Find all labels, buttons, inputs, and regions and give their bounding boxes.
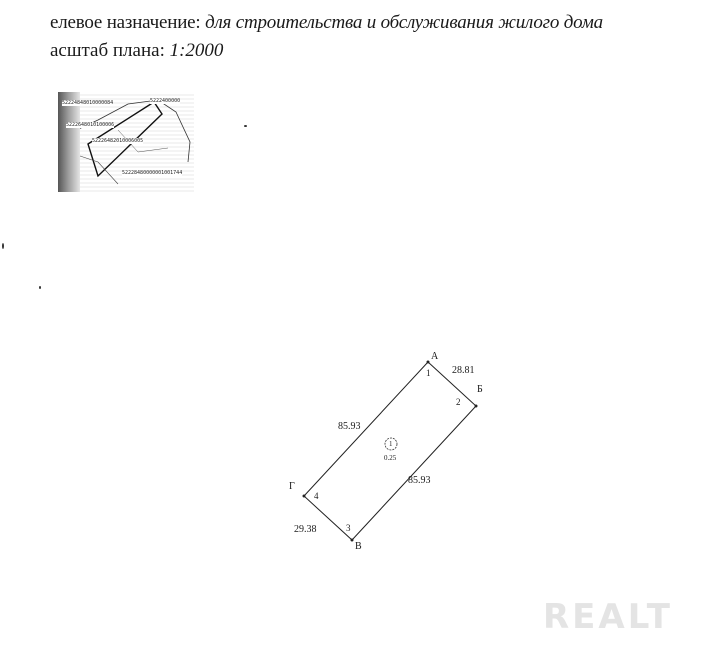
point-number: 4 (314, 491, 319, 501)
purpose-value: для строительства и обслуживания жилого дома (205, 12, 603, 33)
thumbnail-code: 52226482010006005 (92, 138, 144, 144)
side-da-length: 85.93 (338, 421, 361, 432)
vertex-g-label: Г (289, 481, 295, 492)
vertex-marker (351, 539, 354, 542)
parcel-area: 0.25 (384, 454, 397, 462)
side-cd-length: 29.38 (294, 524, 317, 535)
purpose-label: елевое назначение: (50, 12, 201, 33)
point-number: 2 (456, 397, 461, 407)
thumbnail-code: 5222648010100006 (66, 122, 115, 128)
thumbnail-code: 52224848010000084 (62, 100, 114, 106)
vertex-v-label: В (355, 541, 362, 552)
vertex-a-label: А (431, 351, 439, 362)
point-number: 3 (346, 523, 351, 533)
thumbnail-code: 5222400000 (150, 98, 181, 104)
vertex-marker (427, 361, 430, 364)
parcel-number: 1 (389, 440, 393, 448)
thumbnail-code: 52228480000001001744 (122, 170, 183, 176)
vertex-marker (303, 495, 306, 498)
scale-label: асштаб плана: (50, 40, 165, 61)
side-ab-length: 28.81 (452, 365, 475, 376)
vertex-b-label: Б (477, 384, 483, 395)
parcel-boundary (304, 362, 476, 540)
point-number: 1 (426, 368, 431, 378)
scale-value: 1:2000 (169, 40, 224, 61)
realt-watermark-logo: REALT (543, 597, 673, 637)
vertex-marker (475, 405, 478, 408)
side-bc-length: 85.93 (408, 475, 431, 486)
